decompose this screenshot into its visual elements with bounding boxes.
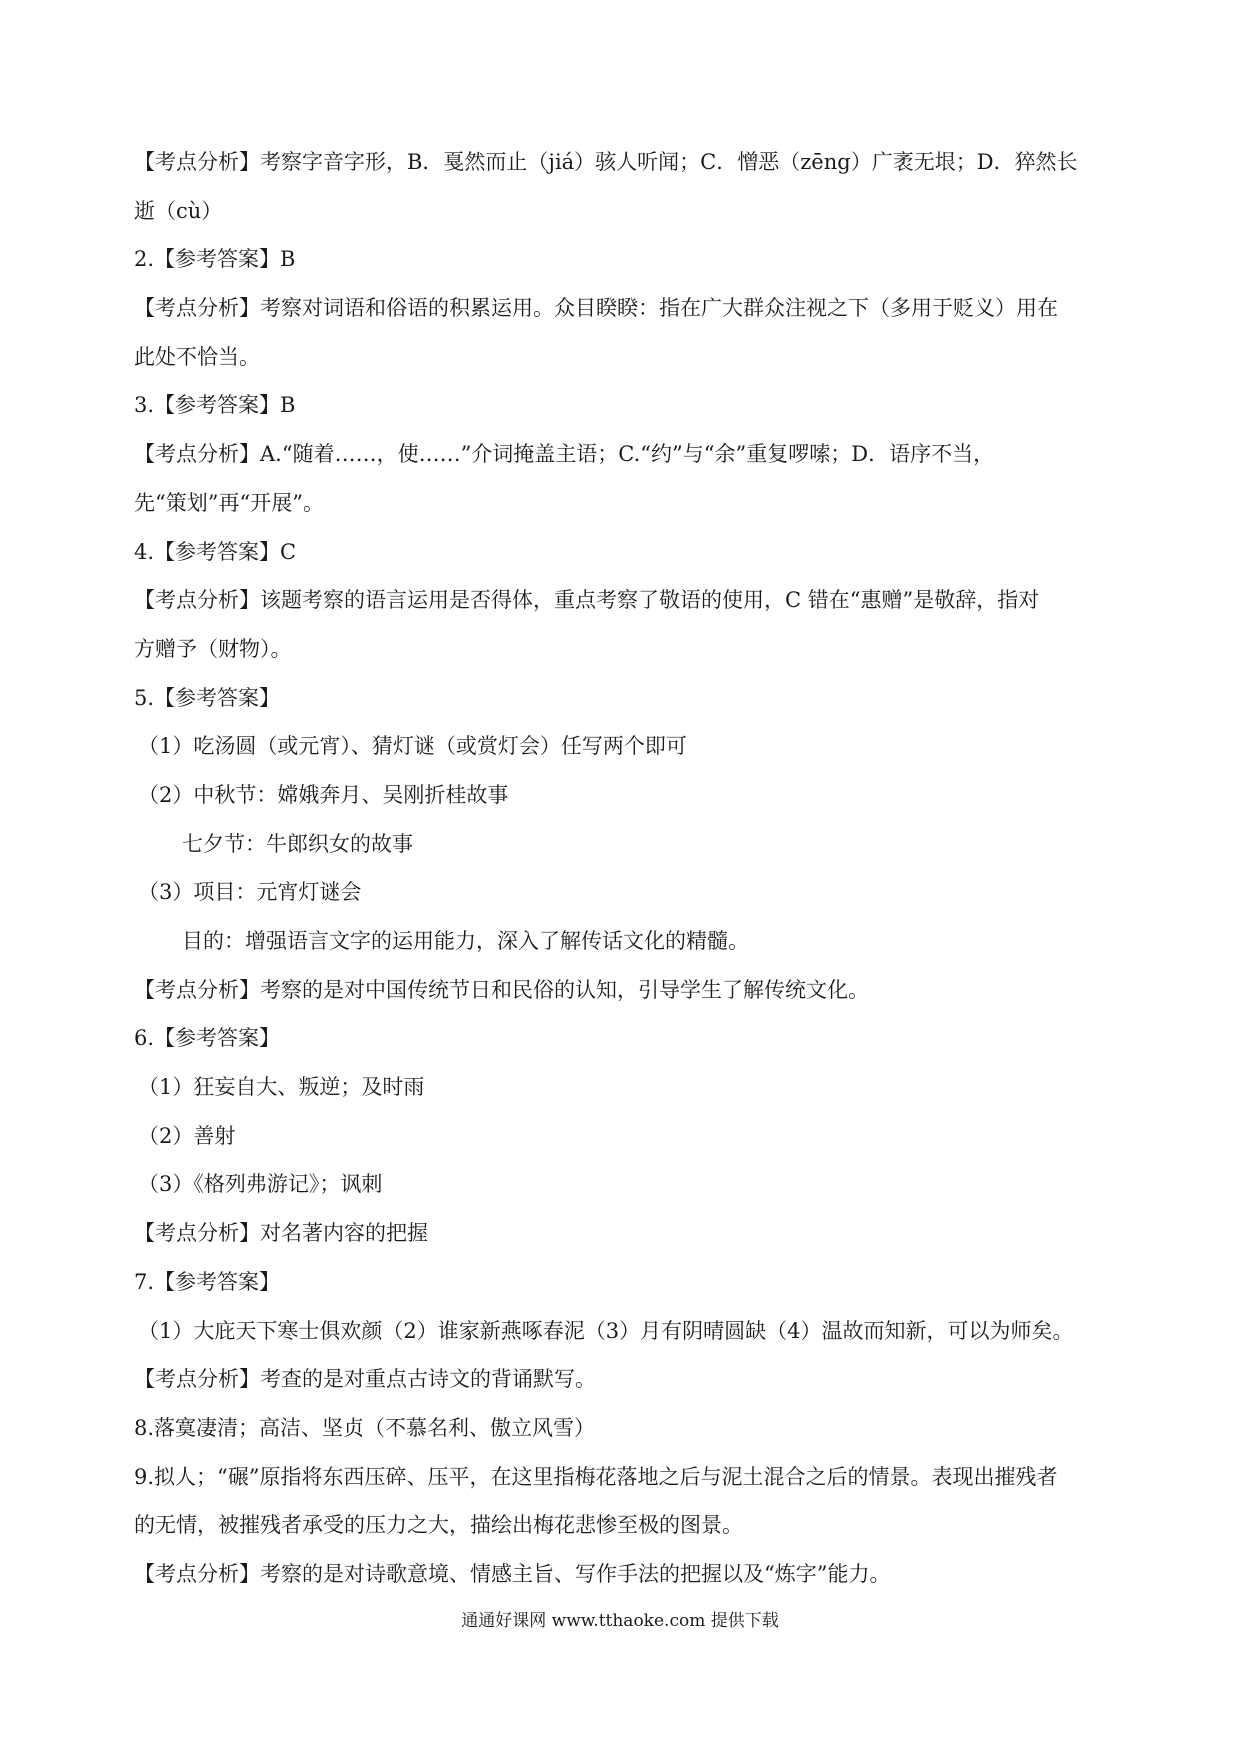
text-line: （1）狂妄自大、叛逆；及时雨	[138, 1075, 425, 1100]
answer-heading: 5.【参考答案】	[134, 685, 281, 710]
answer-heading: 2.【参考答案】B	[134, 247, 296, 272]
text-line: 【考点分析】A.“随着……，使……”介词掩盖主语；C.“约”与“余”重复啰嗦；D．语序不当，	[134, 442, 995, 467]
answer-heading: 7.【参考答案】	[134, 1269, 281, 1294]
text-line: （1）吃汤圆（或元宵）、猜灯谜（或赏灯会）任写两个即可	[138, 734, 687, 759]
text-line: 七夕节：牛郎织女的故事	[182, 831, 413, 856]
text-line: 方赠予（财物）。	[134, 636, 292, 661]
text-line: （3）《格列弗游记》；讽刺	[138, 1172, 383, 1197]
text-line: 9.拟人；“碾”原指将东西压碎、压平，在这里指梅花落地之后与泥土混合之后的情景。表现出摧残者	[134, 1464, 1058, 1489]
text-line: 的无情，被摧残者承受的压力之大，描绘出梅花悲惨至极的图景。	[134, 1513, 743, 1538]
text-line: （3）项目：元宵灯谜会	[138, 880, 362, 905]
text-line: 先“策划”再“开展”。	[134, 490, 324, 515]
text-line: 此处不恰当。	[134, 344, 260, 369]
text-line: 【考点分析】该题考察的语言运用是否得体，重点考察了敬语的使用，C 错在“惠赠”是敬辞，指对	[134, 588, 1040, 613]
text-line: 【考点分析】考察的是对诗歌意境、情感主旨、写作手法的把握以及“炼字”能力。	[134, 1561, 891, 1586]
text-line: （2）善射	[138, 1123, 236, 1148]
answer-text	[134, 138, 1110, 1599]
text-line: 【考点分析】对名著内容的把握	[134, 1221, 428, 1246]
answer-heading: 4.【参考答案】C	[134, 539, 297, 564]
text-line: 【考点分析】考察字音字形，B．戛然而止（jiá）骇人听闻；C．憎恶（zēng）广袤无垠；D．猝然长	[134, 150, 1078, 174]
text-line: 【考点分析】考察的是对中国传统节日和民俗的认知，引导学生了解传统文化。	[134, 977, 869, 1002]
answer-heading: 6.【参考答案】	[134, 1026, 281, 1051]
text-line: （1）大庇天下寒士俱欢颜（2）谁家新燕啄春泥（3）月有阴晴圆缺（4）温故而知新，可以为师矣。	[138, 1318, 1074, 1343]
text-line: 目的：增强语言文字的运用能力，深入了解传话文化的精髓。	[182, 929, 749, 953]
page-footer: 通通好课网 www.tthaoke.com 提供下载	[461, 1611, 779, 1631]
text-line: 逝（cù）	[134, 198, 223, 223]
text-line: 【考点分析】考查的是对重点古诗文的背诵默写。	[134, 1367, 596, 1392]
answer-heading: 3.【参考答案】B	[134, 393, 296, 418]
text-line: （2）中秋节：嫦娥奔月、吴刚折桂故事	[138, 782, 509, 807]
text-line: 【考点分析】考察对词语和俗语的积累运用。众目睽睽：指在广大群众注视之下（多用于贬义）用在	[134, 296, 1058, 321]
text-line: 8.落寞凄清；高洁、坚贞（不慕名利、傲立风雪）	[134, 1415, 596, 1440]
